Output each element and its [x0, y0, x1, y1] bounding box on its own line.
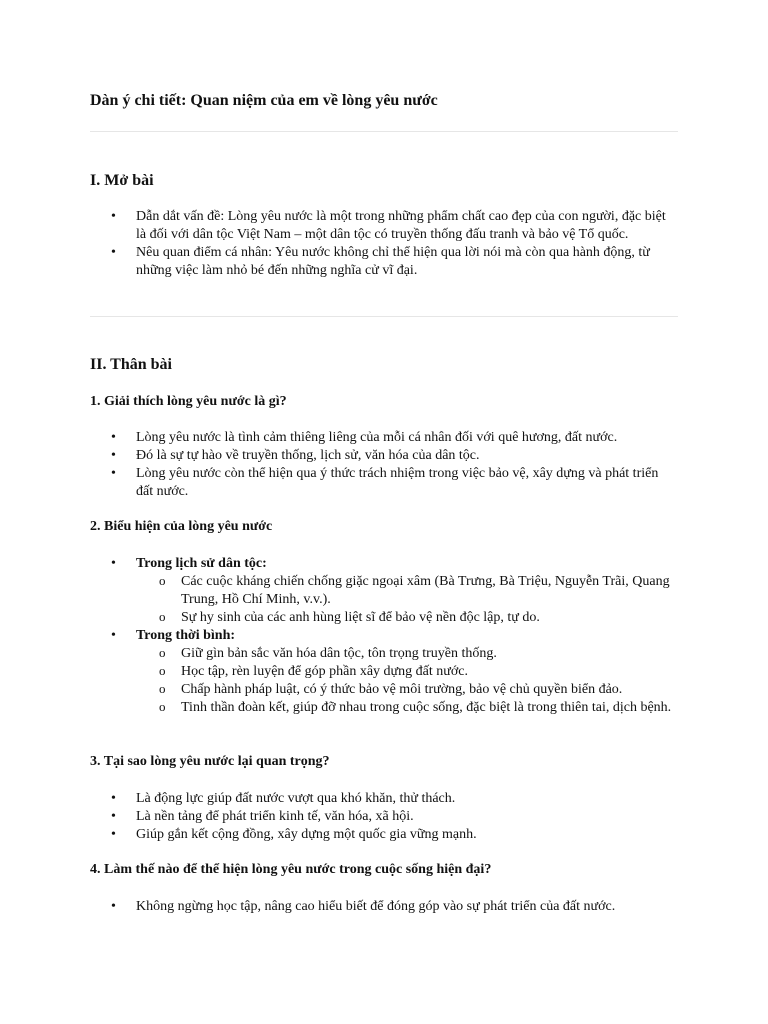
sub-list-item: o Học tập, rèn luyện để góp phần xây dựng đất nước. [136, 663, 678, 681]
sub-list-item: o Chấp hành pháp luật, có ý thức bảo vệ môi trường, bảo vệ chủ quyền biển đảo. [136, 681, 678, 699]
list-item: • Dẫn dắt vấn đề: Lòng yêu nước là một trong những phẩm chất cao đẹp của con người, đặc biệt là đối với dân tộc Việt Nam – một dân tộc có truyền thống đấu tranh và bảo vệ Tổ quốc. [90, 208, 678, 244]
section-2-heading: 2. Biểu hiện của lòng yêu nước [90, 519, 273, 534]
peace-label: Trong thời bình: [136, 628, 236, 643]
section-2-list [90, 555, 678, 717]
divider [90, 316, 678, 317]
list-item: • Nêu quan điểm cá nhân: Yêu nước không chỉ thể hiện qua lời nói mà còn qua hành động, từ những việc làm nhỏ bé đến những nghĩa cử vĩ đại. [90, 244, 678, 280]
intro-heading: I. Mở bài [90, 172, 154, 189]
section-4-heading: 4. Làm thế nào để thể hiện lòng yêu nước trong cuộc sống hiện đại? [90, 862, 492, 877]
section-1-heading: 1. Giải thích lòng yêu nước là gì? [90, 394, 287, 409]
list-item: • Là động lực giúp đất nước vượt qua khó khăn, thử thách. [90, 790, 678, 808]
list-item [90, 627, 678, 717]
section-3-list [90, 790, 678, 844]
history-label: Trong lịch sử dân tộc: [136, 556, 267, 571]
list-item: • Đó là sự tự hào về truyền thống, lịch sử, văn hóa của dân tộc. [90, 447, 678, 465]
page-title: Dàn ý chi tiết: Quan niệm của em về lòng yêu nước [90, 92, 438, 109]
list-item: • Không ngừng học tập, nâng cao hiểu biết để đóng góp vào sự phát triển của đất nước. [90, 898, 678, 916]
list-item: • Lòng yêu nước là tình cảm thiêng liêng của mỗi cá nhân đối với quê hương, đất nước. [90, 429, 678, 447]
list-item [90, 555, 678, 627]
divider [90, 131, 678, 132]
section-3-heading: 3. Tại sao lòng yêu nước lại quan trọng? [90, 754, 330, 769]
history-sublist [136, 573, 678, 627]
body-heading: II. Thân bài [90, 356, 172, 373]
peace-sublist [136, 645, 678, 717]
sub-list-item: o Giữ gìn bản sắc văn hóa dân tộc, tôn trọng truyền thống. [136, 645, 678, 663]
list-item: • Giúp gắn kết cộng đồng, xây dựng một quốc gia vững mạnh. [90, 826, 678, 844]
list-item: • Lòng yêu nước còn thể hiện qua ý thức trách nhiệm trong việc bảo vệ, xây dựng và phát triển đất nước. [90, 465, 678, 501]
sub-list-item: o Sự hy sinh của các anh hùng liệt sĩ để bảo vệ nền độc lập, tự do. [136, 609, 678, 627]
section-1-list [90, 429, 678, 501]
sub-list-item: o Tinh thần đoàn kết, giúp đỡ nhau trong cuộc sống, đặc biệt là trong thiên tai, dịch bệnh. [136, 699, 678, 717]
list-item: • Là nền tảng để phát triển kinh tế, văn hóa, xã hội. [90, 808, 678, 826]
sub-list-item: o Các cuộc kháng chiến chống giặc ngoại xâm (Bà Trưng, Bà Triệu, Nguyễn Trãi, Quang Trung, Hồ Chí Minh, v.v.). [136, 573, 678, 609]
section-4-list [90, 898, 678, 916]
intro-list [90, 208, 678, 280]
